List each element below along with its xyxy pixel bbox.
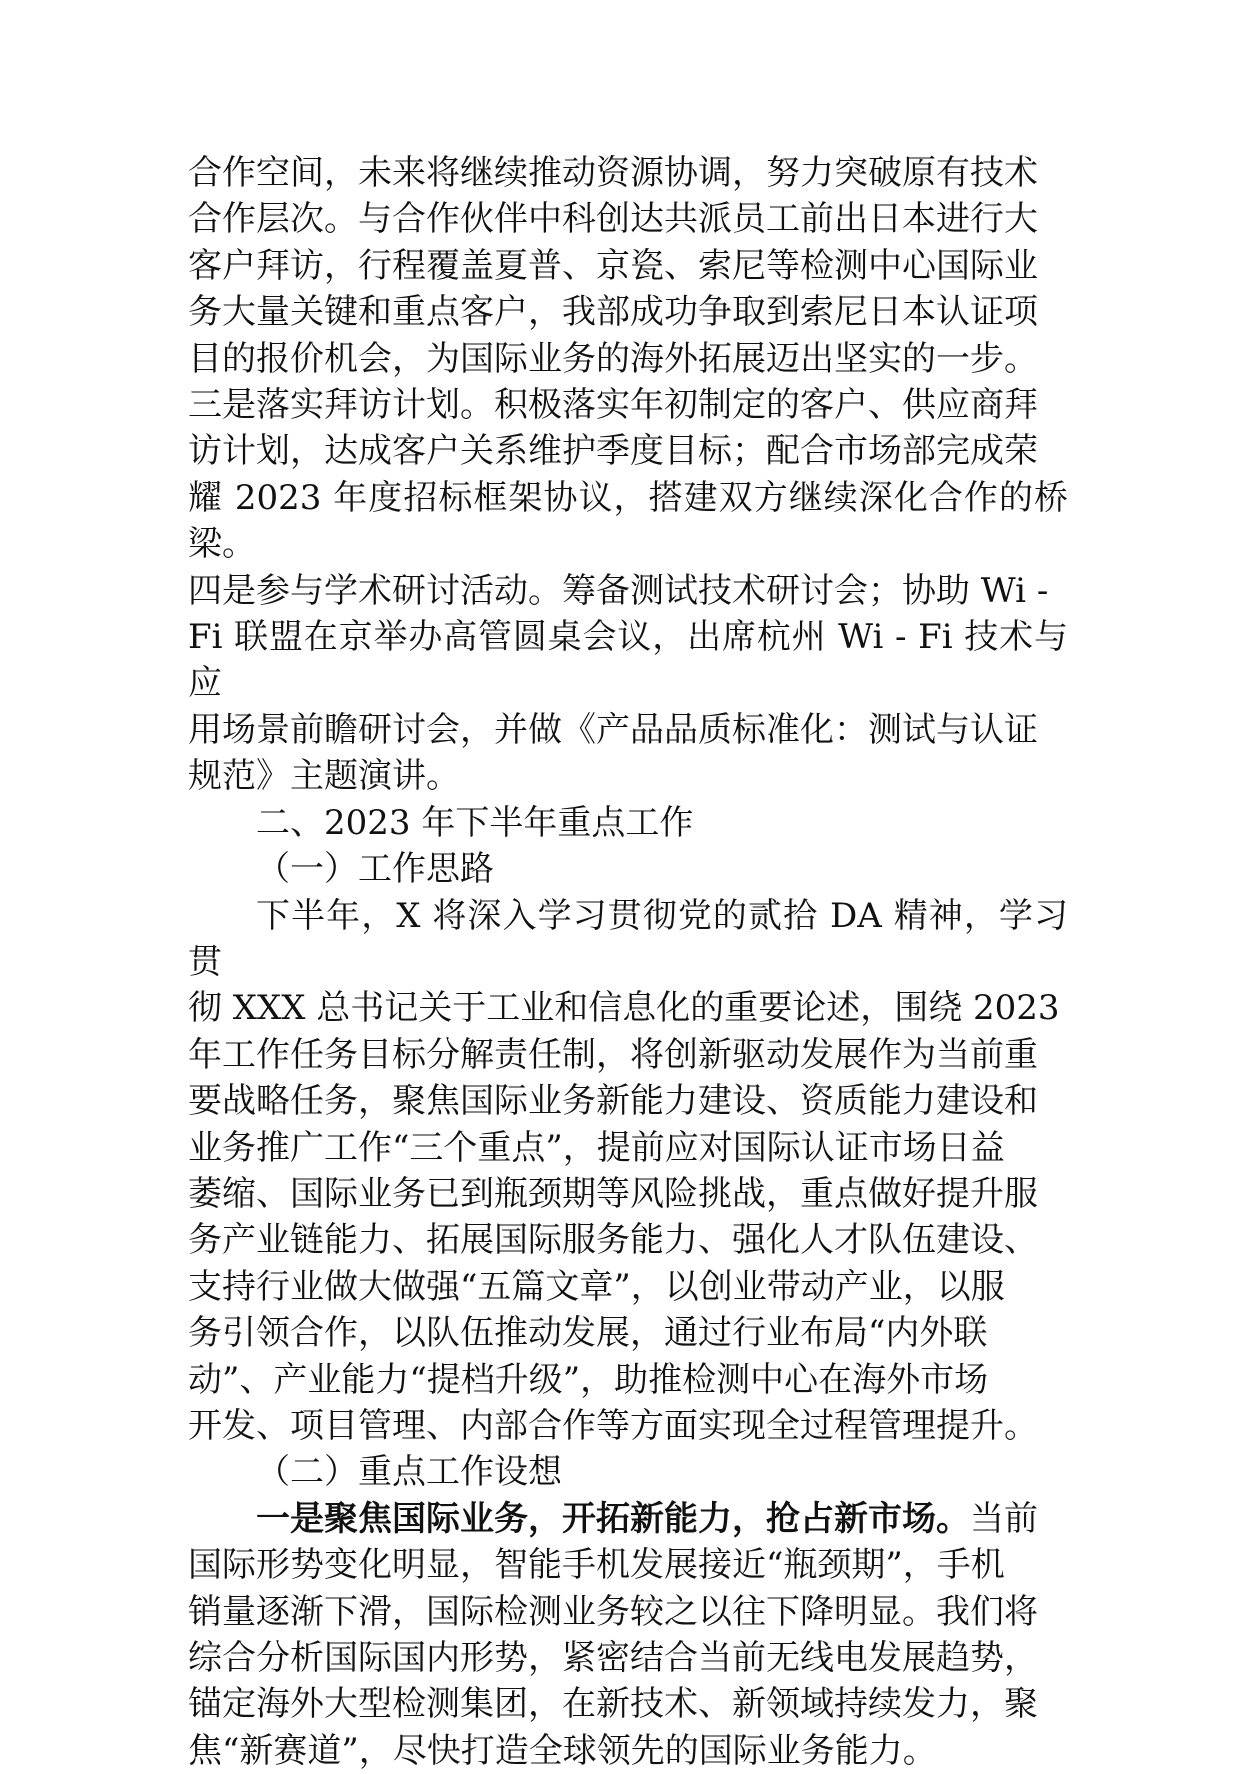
text-line: 当前	[970, 1498, 1038, 1539]
paragraph-academic-seminar	[188, 568, 1068, 800]
text-line: 萎缩、国际业务已到瓶颈期等风险挑战，重点做好提升服	[188, 1173, 1038, 1214]
text-line: 务产业链能力、拓展国际服务能力、强化人才队伍建设、	[188, 1220, 1038, 1261]
subheading-work-approach	[188, 846, 1068, 892]
text-line: 四是参与学术研讨活动。筹备测试技术研讨会；协助 Wi -	[188, 570, 1049, 611]
subheading-key-work-plans	[188, 1449, 1068, 1495]
paragraph-visit-plan	[188, 382, 1068, 568]
paragraph-cooperation-visit	[188, 150, 1068, 382]
text-line: 合作层次。与合作伙伴中科创达共派员工前出日本进行大	[188, 199, 1038, 240]
text-line: 务大量关键和重点客户，我部成功争取到索尼日本认证项	[188, 292, 1038, 333]
text-line: 动”、产业能力“提档升级”，助推检测中心在海外市场	[188, 1359, 989, 1400]
text-line: 支持行业做大做强“五篇文章”，以创业带动产业，以服	[188, 1266, 1005, 1307]
text-line: 规范》主题演讲。	[188, 756, 460, 797]
text-line: 下半年，X 将深入学习贯彻党的贰拾 DA 精神，学习贯	[188, 895, 1068, 982]
text-line: 锚定海外大型检测集团，在新技术、新领域持续发力，聚	[188, 1684, 1038, 1725]
text-line: 三是落实拜访计划。积极落实年初制定的客户、供应商拜	[188, 385, 1038, 426]
text-line: 业务推广工作“三个重点”，提前应对国际认证市场日益	[188, 1127, 1005, 1168]
text-line: 务引领合作，以队伍推动发展，通过行业布局“内外联	[188, 1313, 988, 1354]
text-line: 合作空间，未来将继续推动资源协调，努力突破原有技术	[188, 153, 1038, 193]
text-line: 访计划，达成客户关系维护季度目标；配合市场部完成荣	[188, 431, 1038, 472]
text-line: 彻 XXX 总书记关于工业和信息化的重要论述，围绕 2023	[188, 988, 1060, 1029]
text-line: 耀 2023 年度招标框架协议，搭建双方继续深化合作的桥梁。	[188, 477, 1068, 565]
text-line: 综合分析国际国内形势，紧密结合当前无线电发展趋势，	[188, 1638, 1038, 1678]
paragraph-work-approach	[188, 893, 1068, 1450]
text-line: 焦“新赛道”，尽快打造全球领先的国际业务能力。	[188, 1730, 937, 1771]
text-line: 年工作任务目标分解责任制，将创新驱动发展作为当前重	[188, 1034, 1038, 1075]
heading-text: 二、2023 年下半年重点工作	[256, 802, 694, 843]
text-line: 客户拜访，行程覆盖夏普、京瓷、索尼等检测中心国际业	[188, 245, 1038, 286]
heading-text: （一）工作思路	[256, 849, 494, 890]
text-line: 要战略任务，聚焦国际业务新能力建设、资质能力建设和	[188, 1081, 1038, 1122]
text-line: 开发、项目管理、内部合作等方面实现全过程管理提升。	[188, 1405, 1038, 1446]
text-line: 销量逐渐下滑，国际检测业务较之以往下降明显。我们将	[188, 1591, 1038, 1632]
document-body	[188, 150, 1068, 1774]
section-heading-second-half-work	[188, 800, 1068, 846]
text-line: 用场景前瞻研讨会，并做《产品品质标准化：测试与认证	[188, 709, 1038, 750]
text-line: 国际形势变化明显，智能手机发展接近“瓶颈期”，手机	[188, 1545, 1005, 1586]
text-line: 目的报价机会，为国际业务的海外拓展迈出坚实的一步。	[188, 338, 1038, 379]
text-line: Fi 联盟在京举办高管圆桌会议，出席杭州 Wi - Fi 技术与应	[188, 617, 1068, 704]
heading-text: （二）重点工作设想	[256, 1452, 562, 1493]
paragraph-international-business	[188, 1496, 1068, 1774]
bold-lead-sentence: 一是聚焦国际业务，开拓新能力，抢占新市场。	[256, 1498, 970, 1539]
